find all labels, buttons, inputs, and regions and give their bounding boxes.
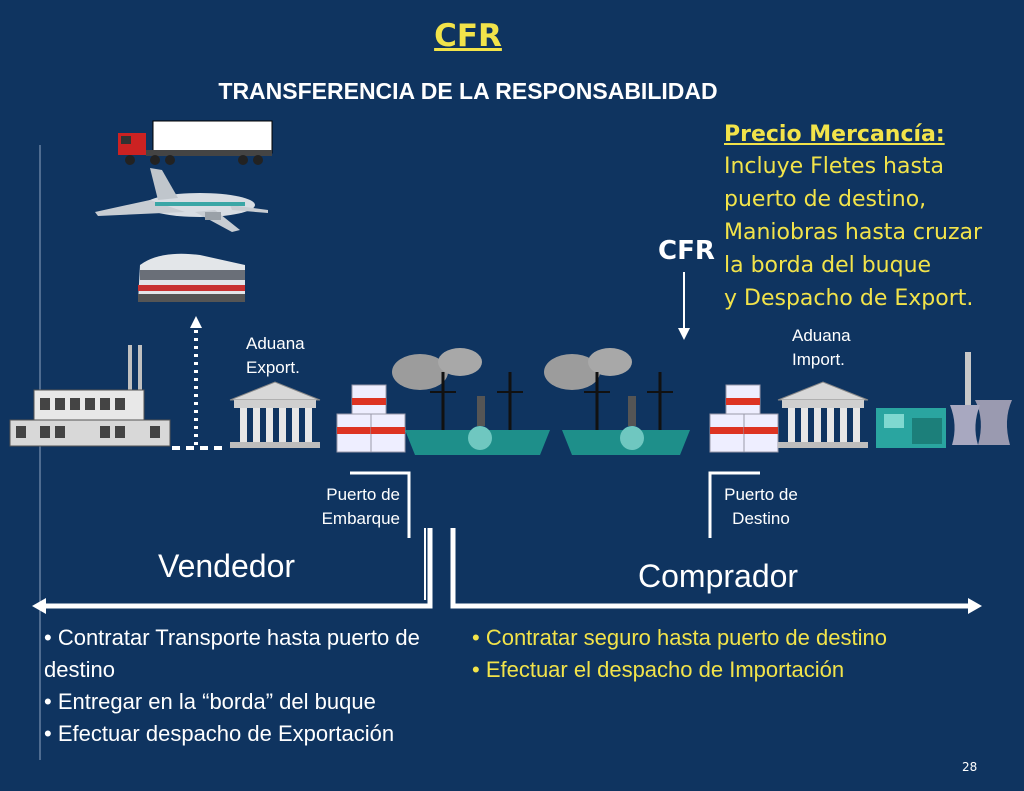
airplane-icon: [95, 168, 268, 232]
seller-duties-list: [44, 622, 469, 750]
label-line: Aduana: [246, 334, 305, 353]
port-destination-label: [708, 483, 814, 531]
label-line: Export.: [246, 358, 300, 377]
price-line: puerto de destino,: [724, 187, 927, 212]
customs-building-icon: [230, 382, 320, 448]
label-line: Destino: [732, 509, 790, 528]
price-heading: Precio Mercancía:: [724, 122, 945, 147]
price-line: Maniobras hasta cruzar: [724, 220, 983, 245]
ship-icon: [544, 348, 690, 455]
customs-building-icon: [778, 382, 868, 448]
cfr-marker-label: CFR: [658, 236, 715, 266]
label-line: Aduana: [792, 326, 851, 345]
page-subtitle: TRANSFERENCIA DE LA RESPONSABILIDAD: [218, 78, 718, 104]
cargo-containers-icon: [710, 385, 778, 452]
price-line: Incluye Fletes hasta: [724, 154, 945, 179]
price-line: y Despacho de Export.: [724, 286, 974, 311]
train-icon: [138, 254, 245, 302]
port-loading-label: [300, 483, 400, 531]
list-item: • Efectuar despacho de Exportación: [44, 721, 395, 746]
list-item: • Efectuar el despacho de Importación: [472, 657, 845, 682]
cargo-containers-icon: [337, 385, 405, 452]
page-number: 28: [962, 760, 978, 774]
customs-import-label: [792, 324, 851, 372]
buyer-label: Comprador: [638, 558, 799, 594]
list-item: • Entregar en la “borda” del buque: [44, 689, 376, 714]
customs-export-label: [246, 332, 305, 380]
ship-icon: [392, 348, 550, 455]
truck-icon: [118, 121, 272, 165]
power-plant-icon: [876, 352, 1012, 448]
list-item: • Contratar Transporte hasta puerto de destino: [44, 625, 420, 682]
label-line: Embarque: [321, 509, 400, 528]
factory-icon: [10, 345, 170, 446]
label-line: Puerto de: [724, 485, 798, 504]
label-line: Import.: [792, 350, 845, 369]
seller-label: Vendedor: [158, 548, 296, 584]
page-title: CFR: [434, 18, 502, 54]
buyer-duties-list: [472, 622, 1012, 686]
label-line: Puerto de: [326, 485, 400, 504]
list-item: • Contratar seguro hasta puerto de destino: [472, 625, 887, 650]
price-line: la borda del buque: [724, 253, 932, 278]
